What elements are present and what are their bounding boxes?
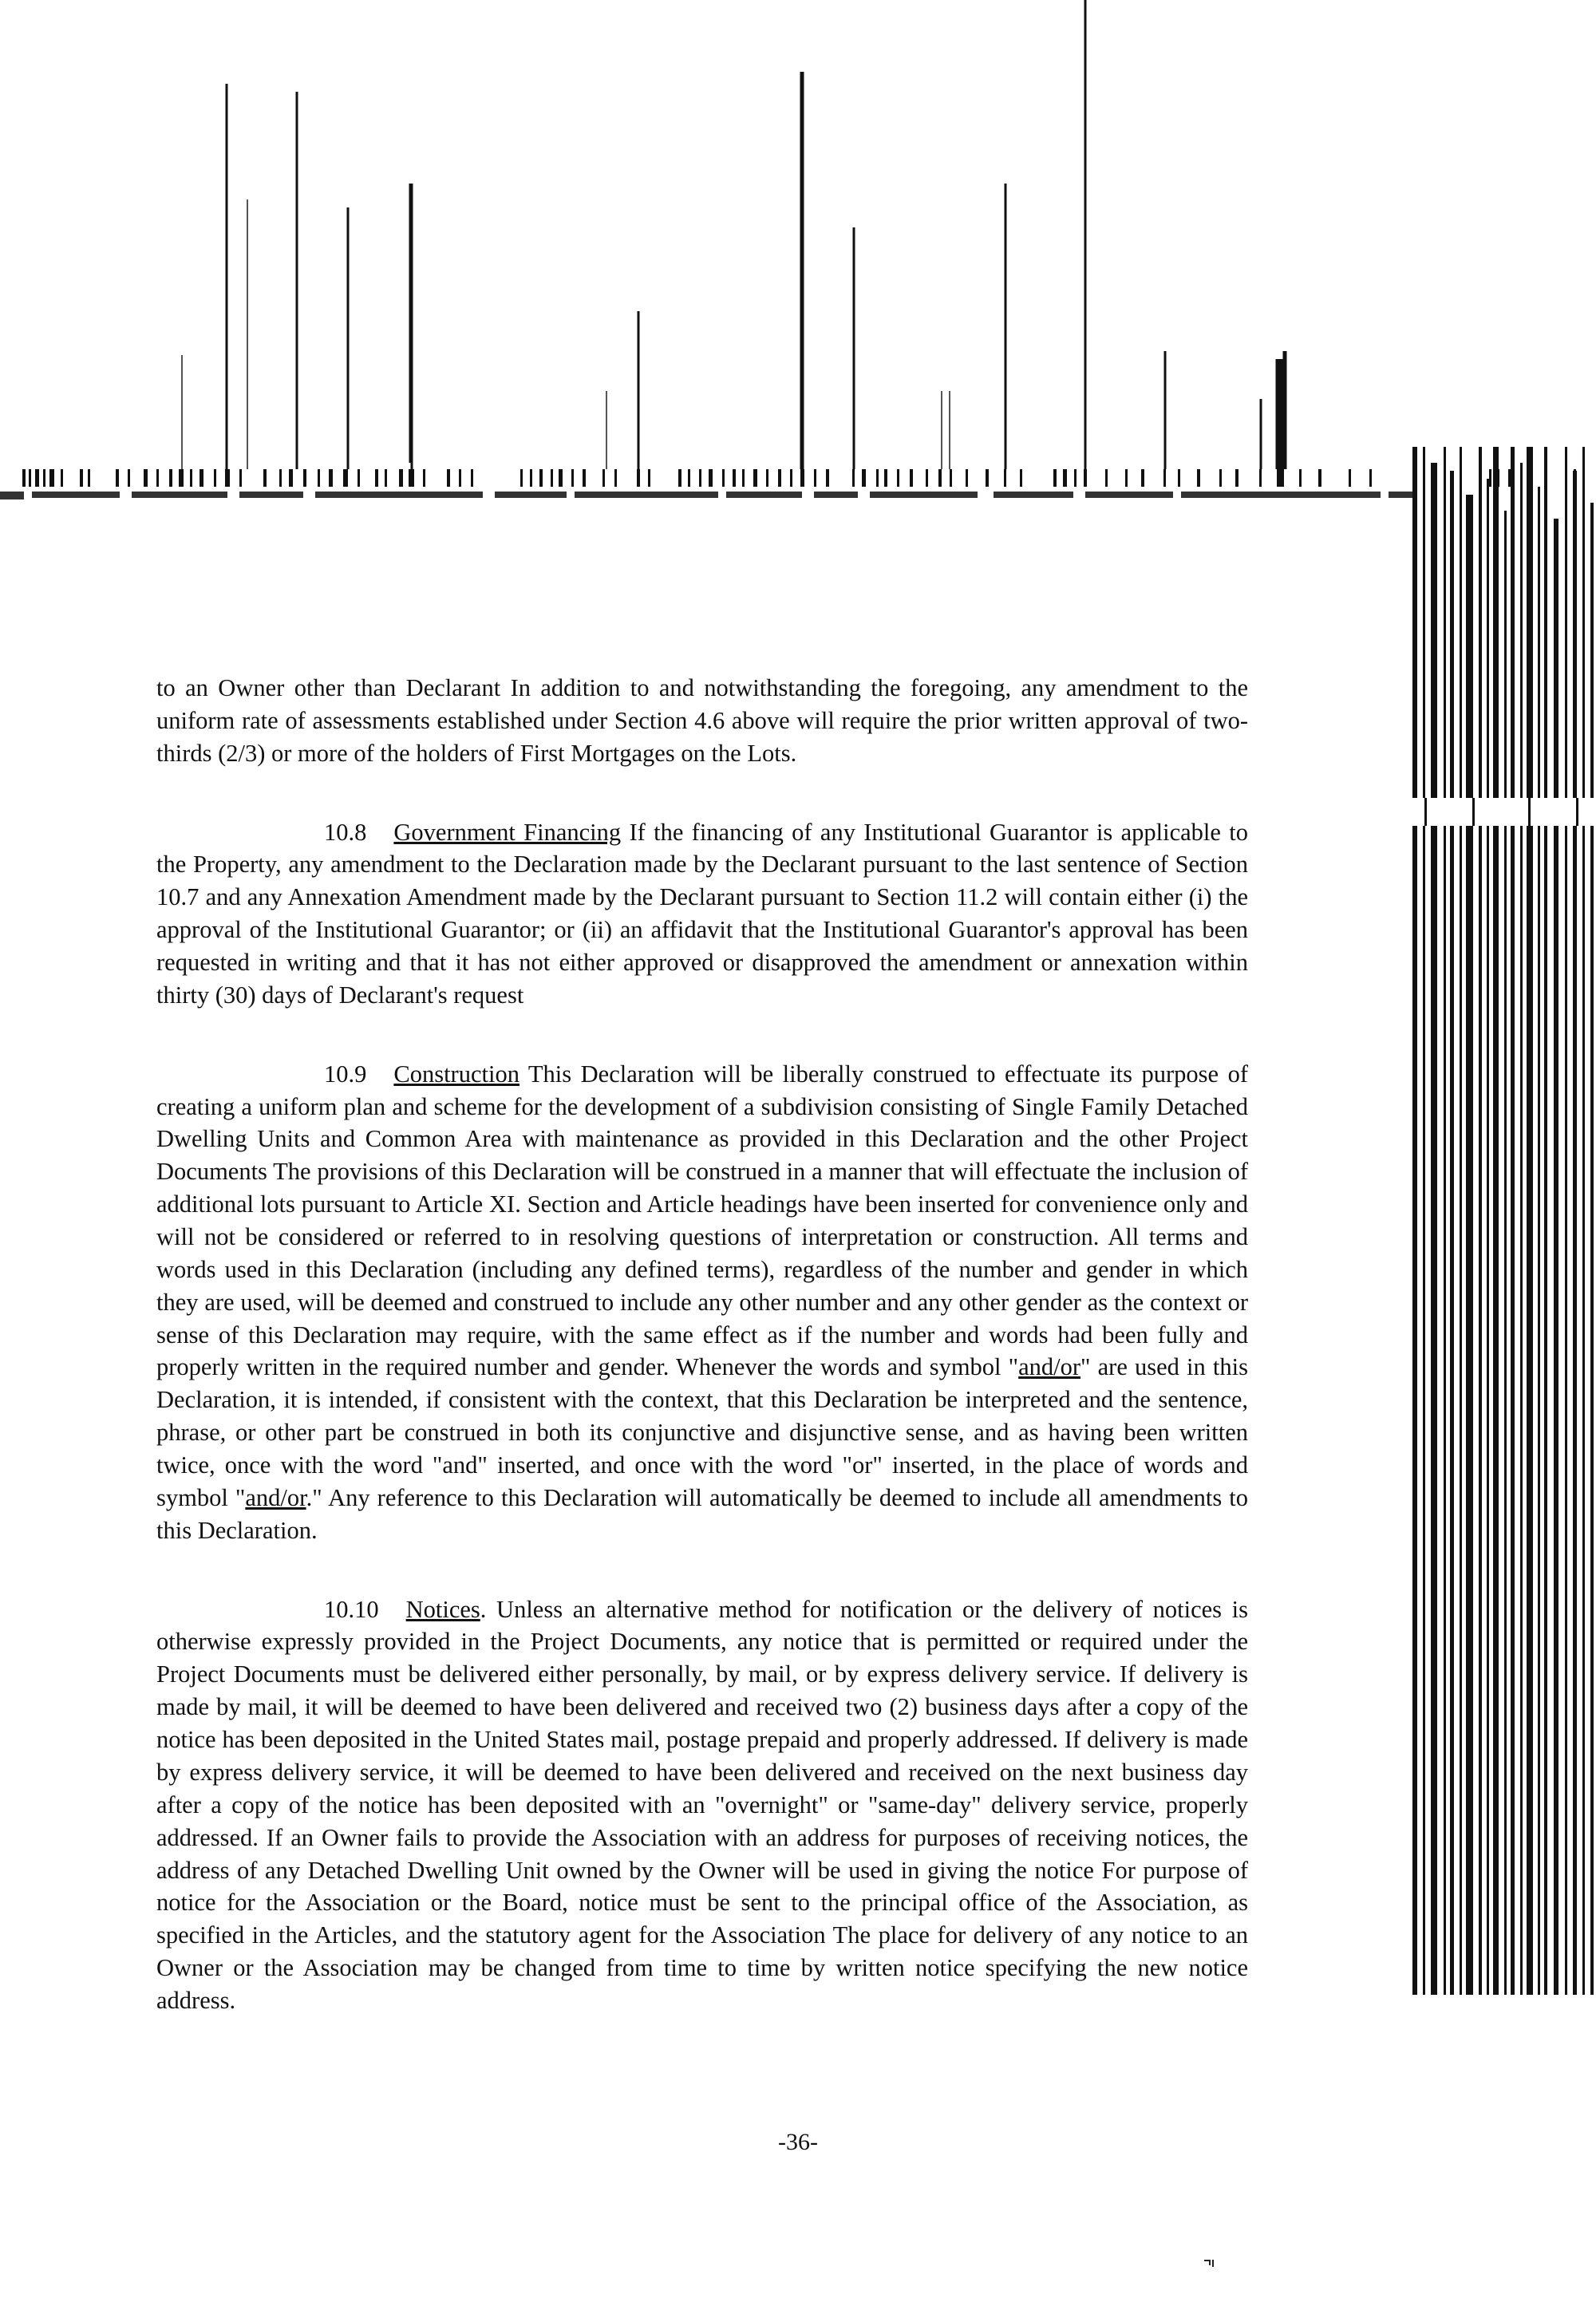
- section-text: " are used in this Declaration, it is intended, if consistent with the context, that this Declaration be interpreted and the sentence, phrase, or other part be construed in both its conjunctive and disjunctive sense, and as having been written twice, once with the word "and" inserted, and once with the word "or" inserted, in the place of words and symbol ": [156, 1353, 1248, 1511]
- section-text: This Declaration will be liberally construed to effectuate its purpose of creating a uniform plan and scheme for the development of a subdivision consisting of Single Family Detached Dwelling Units and Common Area with maintenance as provided in this Declaration and the other Project Documents The provisions of this Declaration will be construed in a manner that will effectuate the inclusion of additional lots pursuant to Article XI. Section and Article headings have been inserted for convenience only and will not be considered or referred to in resolving questions of interpretation or construction. All terms and words used in this Declaration (including any defined terms), regardless of the number and gender in which they are used, will be deemed and construed to include any other number and any other gender as the context or sense of this Declaration may require, with the same effect as if the number and words had been fully and properly written in the required number and gender. Whenever the words and symbol ": [156, 1060, 1248, 1381]
- section-number: 10.8: [324, 818, 367, 846]
- underlined-term: and/or: [1018, 1353, 1081, 1381]
- sections-container: [156, 816, 1248, 2017]
- scan-barcode-artifact: [0, 0, 1596, 527]
- document-body: [156, 672, 1248, 2063]
- section-number: 10.10: [324, 1595, 379, 1623]
- underlined-term: and/or: [245, 1483, 306, 1511]
- scan-edge-barcode-artifact: [1377, 447, 1596, 2043]
- section-heading: Notices: [405, 1595, 480, 1623]
- section-paragraph: [156, 1593, 1248, 2017]
- scan-corner-mark: [1203, 2258, 1219, 2268]
- section-text: If the financing of any Institutional Guarantor is applicable to the Property, any amendment to the Declaration made by the Declarant pursuant to the last sentence of Section 10.7 and any Annexation Amendment made by the Declarant pursuant to Section 11.2 will contain either (i) the approval of the Institutional Guarantor; or (ii) an affidavit that the Institutional Guarantor's approval has been requested in writing and that it has not either approved or disapproved the amendment or annexation within thirty (30) days of Declarant's request: [156, 818, 1248, 1009]
- page-number: -36-: [778, 2129, 818, 2155]
- section-text: ." Any reference to this Declaration will automatically be deemed to include all amendments to this Declaration.: [156, 1483, 1248, 1544]
- section-paragraph: [156, 816, 1248, 1012]
- section-number: 10.9: [324, 1060, 367, 1088]
- section-heading: Construction: [393, 1060, 519, 1088]
- section-text: . Unless an alternative method for notification or the delivery of notices is otherwise expressly provided in the Project Documents, any notice that is permitted or required under the Project Documents must be delivered either personally, by mail, or by express delivery service. If delivery is made by mail, it will be deemed to have been delivered and received two (2) business days after a copy of the notice has been deposited in the United States mail, postage prepaid and properly addressed. If delivery is made by express delivery service, it will be deemed to have been delivered and received on the next business day after a copy of the notice has been deposited with an "overnight" or "same-day" delivery service, properly addressed. If an Owner fails to provide the Association with an address for purposes of receiving notices, the address of any Detached Dwelling Unit owned by the Owner will be used in giving the notice For purpose of notice for the Association or the Board, notice must be sent to the principal office of the Association, as specified in the Articles, and the statutory agent for the Association The place for delivery of any notice to an Owner or the Association may be changed from time to time by written notice specifying the new notice address.: [156, 1595, 1248, 2014]
- section-heading: Government Financing: [393, 818, 622, 846]
- section-paragraph: [156, 1058, 1248, 1547]
- intro-paragraph: to an Owner other than Declarant In addition to and notwithstanding the foregoing, any amendment to the uniform rate of assessments established under Section 4.6 above will require the prior written approval of two-thirds (2/3) or more of the holders of First Mortgages on the Lots.: [156, 674, 1248, 767]
